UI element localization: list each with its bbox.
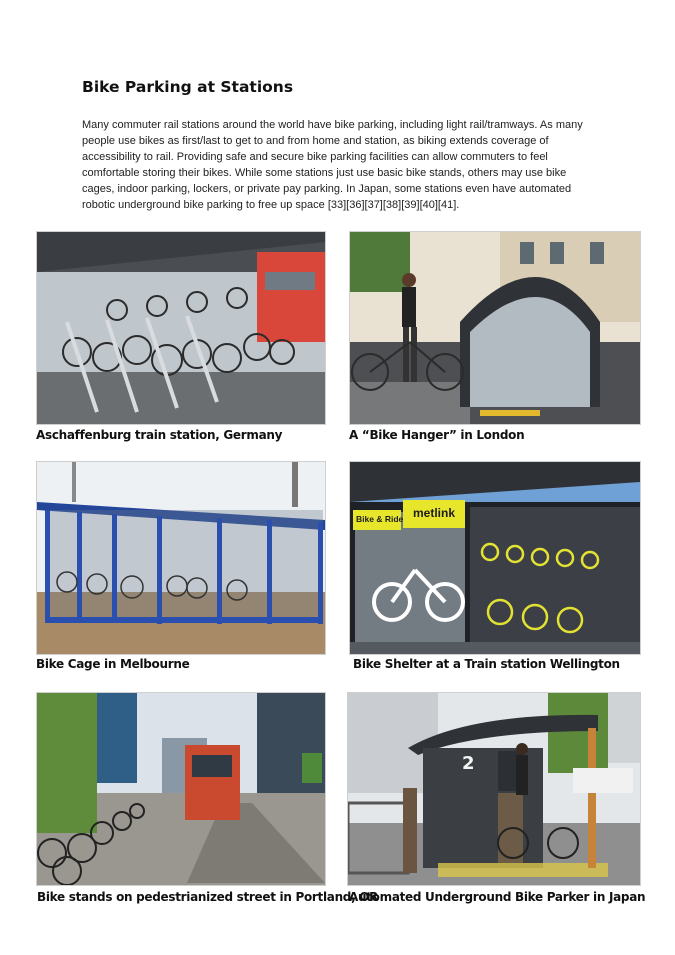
caption-portland-street: Bike stands on pedestrianized street in Portland, OR — [37, 890, 379, 904]
photo-wellington-bike-shelter — [349, 461, 641, 655]
caption-japan-automated-parker: Automated Underground Bike Parker in Japan — [349, 890, 646, 904]
caption-aschaffenburg: Aschaffenburg train station, Germany — [36, 428, 283, 442]
photo-aschaffenburg-station — [36, 231, 326, 425]
photo-portland-street — [36, 692, 326, 886]
unit-number-label: 2 — [462, 753, 475, 774]
photo-melbourne-bike-cage — [36, 461, 326, 655]
caption-melbourne-bike-cage: Bike Cage in Melbourne — [36, 657, 190, 671]
photo-london-bike-hanger — [349, 231, 641, 425]
page-title: Bike Parking at Stations — [82, 78, 294, 96]
bike-ride-sign: Bike & Ride — [356, 514, 404, 524]
photo-japan-automated-parker — [347, 692, 641, 886]
metlink-sign: metlink — [413, 506, 456, 520]
caption-london-bike-hanger: A “Bike Hanger” in London — [349, 428, 525, 442]
intro-paragraph: Many commuter rail stations around the world have bike parking, including light rail/tramways. As many people use bikes as first/last to get to and from home and station, as biking extends coverage of accessibility to rail. Providing safe and secure bike parking facilities can allow commuters to feel comfortable storing their bikes. While some stations just use basic bike stands, others may use bike cages, indoor parking, lockers, or private pay parking. In Japan, some stations even have automated robotic underground bike parking to free up space [33][36][37][38][39][40][41]. — [82, 119, 583, 211]
caption-wellington-bike-shelter: Bike Shelter at a Train station Wellington — [353, 657, 620, 671]
